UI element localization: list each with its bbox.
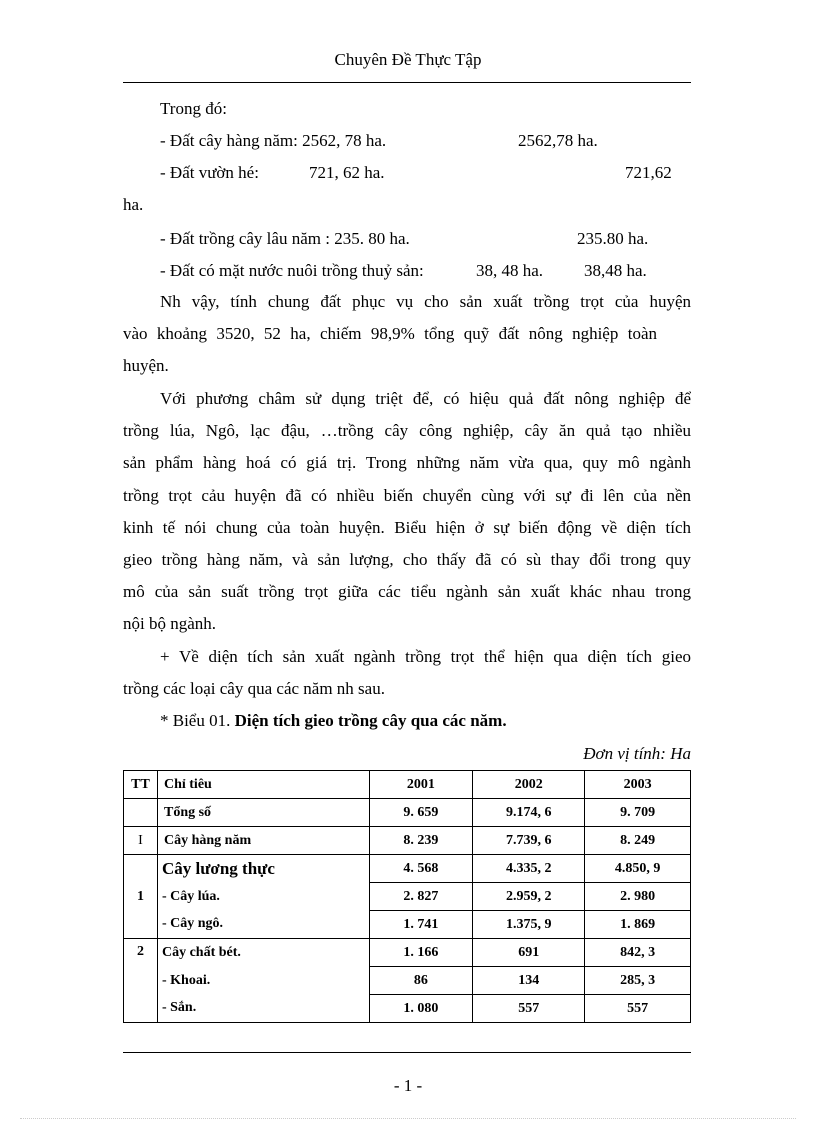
row-2002: 557 <box>473 995 585 1023</box>
para2-line1: Với phương châm sử dụng triệt để, có hiệu quả đất nông nghiệp để <box>160 389 691 408</box>
caption-prefix: * Biểu 01. <box>160 711 231 730</box>
item3-label: - Đất trồng cây lâu năm : 235. 80 ha. <box>160 229 410 248</box>
item4-label: - Đất có mặt nước nuôi trồng thuỷ sản: <box>160 261 424 280</box>
row-name: - Cây ngô. <box>157 911 369 939</box>
item2-label: - Đất vườn hé: <box>160 163 259 182</box>
item4-value: 38,48 ha. <box>584 261 647 280</box>
row-name: Cây lương thực <box>157 855 369 883</box>
unit-note: Đơn vị tính: Ha <box>583 744 691 763</box>
row-2002: 7.739, 6 <box>473 827 585 855</box>
table-row <box>124 883 691 911</box>
row-tt: 1 <box>124 855 158 939</box>
row-2003: 1. 869 <box>585 911 691 939</box>
row-2002: 9.174, 6 <box>473 799 585 827</box>
row-2003: 842, 3 <box>585 939 691 967</box>
header-2003: 2003 <box>585 771 691 799</box>
header-tt: TT <box>124 771 158 799</box>
table-row <box>124 939 691 967</box>
page-number: - 1 - <box>393 1076 423 1095</box>
row-name: Cây chất bét. <box>157 939 369 967</box>
table-row <box>124 855 691 883</box>
page-edge-divider <box>20 1118 796 1119</box>
para1-line3: huyện. <box>123 356 169 375</box>
row-tt: 2 <box>124 939 158 1023</box>
table-row <box>124 911 691 939</box>
row-2003: 2. 980 <box>585 883 691 911</box>
header-chi-tieu: Chỉ tiêu <box>157 771 369 799</box>
row-name: Tổng số <box>157 799 369 827</box>
caption-title: Diện tích gieo trồng cây qua các năm. <box>234 711 507 730</box>
row-2003: 4.850, 9 <box>585 855 691 883</box>
item2-unit: ha. <box>123 195 144 214</box>
row-2003: 285, 3 <box>585 967 691 995</box>
para2-line7: mô của sản suất trồng trọt giữa các tiểu ngành sản xuất khác nhau trong <box>123 582 691 601</box>
row-2003: 8. 249 <box>585 827 691 855</box>
table-row <box>124 827 691 855</box>
header-2001: 2001 <box>369 771 473 799</box>
item3-value: 235.80 ha. <box>577 229 649 248</box>
page-header-title: Chuyên Đề Thực Tập <box>334 50 482 69</box>
row-name: - Khoai. <box>157 967 369 995</box>
para3-line2: trồng các loại cây qua các năm nh sau. <box>123 679 385 698</box>
item4-amount: 38, 48 ha. <box>476 261 544 280</box>
row-2001: 86 <box>369 967 473 995</box>
area-table <box>123 770 691 1023</box>
row-2001: 9. 659 <box>369 799 473 827</box>
row-2001: 4. 568 <box>369 855 473 883</box>
para1-line1: Nh vậy, tính chung đất phục vụ cho sản xuất trồng trọt của huyện <box>160 292 691 311</box>
row-2002: 4.335, 2 <box>473 855 585 883</box>
header-rule <box>123 82 691 83</box>
row-2003: 557 <box>585 995 691 1023</box>
row-2001: 1. 080 <box>369 995 473 1023</box>
row-name: - Cây lúa. <box>157 883 369 911</box>
para2-line2: trồng lúa, Ngô, lạc đậu, …trồng cây công nghiệp, cây ăn quả tạo nhiều <box>123 421 691 440</box>
para2-line5: kinh tế nói chung của toàn huyện. Biểu hiện ở sự biến động về diện tích <box>123 518 691 537</box>
para2-line6: gieo trồng hàng năm, và sản lượng, cho thấy đã có sù thay đổi trong quy <box>123 550 691 569</box>
table-caption <box>160 711 507 731</box>
table-row <box>124 995 691 1023</box>
para2-line8: nội bộ ngành. <box>123 614 217 633</box>
row-2001: 2. 827 <box>369 883 473 911</box>
table-header-row <box>124 771 691 799</box>
item2-amount: 721, 62 ha. <box>309 163 385 182</box>
row-2002: 134 <box>473 967 585 995</box>
item2-value: 721,62 <box>625 163 672 182</box>
footer-rule <box>123 1052 691 1053</box>
row-2002: 2.959, 2 <box>473 883 585 911</box>
row-name: Cây hàng năm <box>157 827 369 855</box>
para2-line4: trồng trọt cảu huyện đã có nhiều biến chuyển cùng với sự đi lên của nền <box>123 486 691 505</box>
para2-line3: sản phẩm hàng hoá có giá trị. Trong những năm vừa qua, quy mô ngành <box>123 453 691 472</box>
row-2001: 8. 239 <box>369 827 473 855</box>
item1-label: - Đất cây hàng năm: 2562, 78 ha. <box>160 131 387 150</box>
trong-do-label: Trong đó: <box>160 99 227 118</box>
row-name: - Sắn. <box>157 995 369 1023</box>
row-2003: 9. 709 <box>585 799 691 827</box>
row-tt <box>124 799 158 827</box>
header-2002: 2002 <box>473 771 585 799</box>
row-2001: 1. 741 <box>369 911 473 939</box>
para1-line2: vào khoảng 3520, 52 ha, chiếm 98,9% tổng quỹ đất nông nghiệp toàn <box>123 324 657 343</box>
para3-line1: + Về diện tích sản xuất ngành trồng trọt thể hiện qua diện tích gieo <box>160 647 691 666</box>
row-tt: I <box>124 827 158 855</box>
row-2002: 691 <box>473 939 585 967</box>
row-2001: 1. 166 <box>369 939 473 967</box>
table-row <box>124 967 691 995</box>
row-2002: 1.375, 9 <box>473 911 585 939</box>
item1-value: 2562,78 ha. <box>518 131 598 150</box>
table-row <box>124 799 691 827</box>
